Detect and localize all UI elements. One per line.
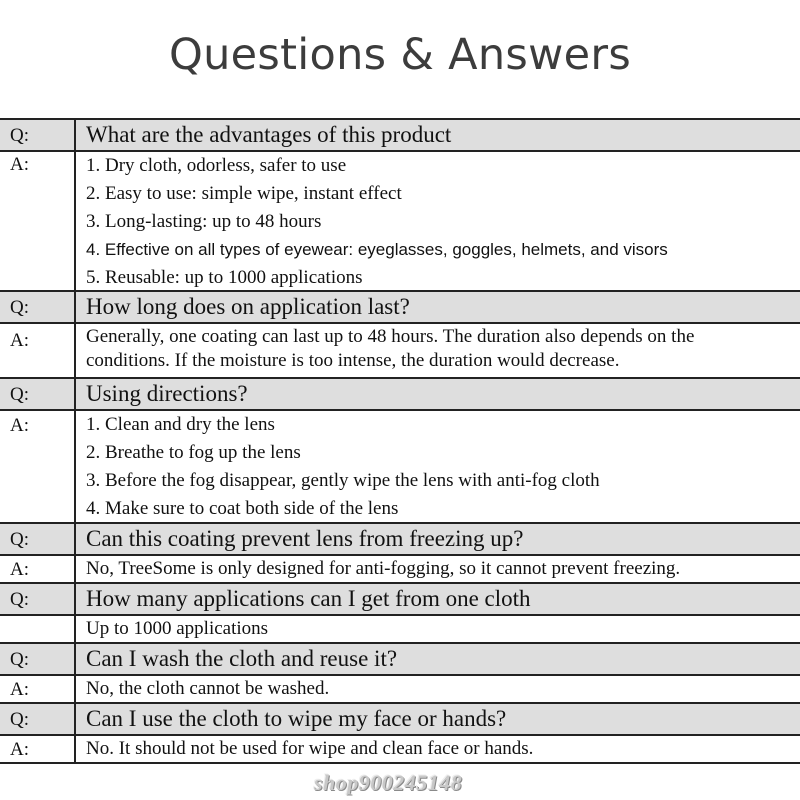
answer-line: 2. Easy to use: simple wipe, instant effect xyxy=(86,183,402,204)
q-label: Q: xyxy=(0,120,76,150)
question-row xyxy=(0,704,800,736)
qa-table xyxy=(0,118,800,764)
q-label: Q: xyxy=(0,379,76,409)
answer-line: 3. Before the fog disappear, gently wipe the lens with anti-fog cloth xyxy=(86,470,600,491)
question-row xyxy=(0,379,800,411)
question-row xyxy=(0,120,800,152)
a-label: A: xyxy=(0,324,76,377)
q-label: Q: xyxy=(0,584,76,614)
answer-line: Generally, one coating can last up to 48 hours. The duration also depends on the xyxy=(86,326,695,347)
question-text: What are the advantages of this product xyxy=(86,122,452,147)
a-label: A: xyxy=(0,556,76,582)
q-label: Q: xyxy=(0,524,76,554)
answer-line: conditions. If the moisture is too intense, the duration would decrease. xyxy=(86,350,620,371)
question-row xyxy=(0,644,800,676)
answer-row xyxy=(0,676,800,704)
answer-row xyxy=(0,736,800,764)
answer-row xyxy=(0,324,800,379)
q-label: Q: xyxy=(0,292,76,322)
answer-line: 4. Effective on all types of eyewear: eyeglasses, goggles, helmets, and visors xyxy=(86,240,668,259)
question-text: Using directions? xyxy=(86,381,248,406)
answer-row xyxy=(0,556,800,584)
answer-line: 5. Reusable: up to 1000 applications xyxy=(86,267,363,288)
a-label-empty xyxy=(0,616,76,642)
answer-line: 3. Long-lasting: up to 48 hours xyxy=(86,211,322,232)
watermark: shop900245148 xyxy=(314,770,463,795)
a-label: A: xyxy=(0,411,76,522)
a-label: A: xyxy=(0,676,76,702)
answer-line: No. It should not be used for wipe and clean face or hands. xyxy=(86,738,534,759)
question-row xyxy=(0,524,800,556)
answer-line: 1. Dry cloth, odorless, safer to use xyxy=(86,155,347,176)
answer-line: 1. Clean and dry the lens xyxy=(86,414,275,435)
a-label: A: xyxy=(0,152,76,290)
question-row xyxy=(0,292,800,324)
question-text: How long does on application last? xyxy=(86,294,410,319)
answer-line: 4. Make sure to coat both side of the lens xyxy=(86,498,399,519)
page-title: Questions & Answers xyxy=(168,30,632,80)
question-text: How many applications can I get from one cloth xyxy=(86,586,531,611)
q-label: Q: xyxy=(0,704,76,734)
question-text: Can I use the cloth to wipe my face or hands? xyxy=(86,706,507,731)
answer-line: 2. Breathe to fog up the lens xyxy=(86,442,301,463)
answer-line: No, TreeSome is only designed for anti-fogging, so it cannot prevent freezing. xyxy=(86,558,681,579)
q-label: Q: xyxy=(0,644,76,674)
answer-line: Up to 1000 applications xyxy=(86,618,269,639)
question-text: Can this coating prevent lens from freezing up? xyxy=(86,526,524,551)
answer-row xyxy=(0,616,800,644)
a-label: A: xyxy=(0,736,76,762)
question-row xyxy=(0,584,800,616)
answer-row xyxy=(0,411,800,524)
question-text: Can I wash the cloth and reuse it? xyxy=(86,646,398,671)
answer-row xyxy=(0,152,800,292)
answer-line: No, the cloth cannot be washed. xyxy=(86,678,330,699)
